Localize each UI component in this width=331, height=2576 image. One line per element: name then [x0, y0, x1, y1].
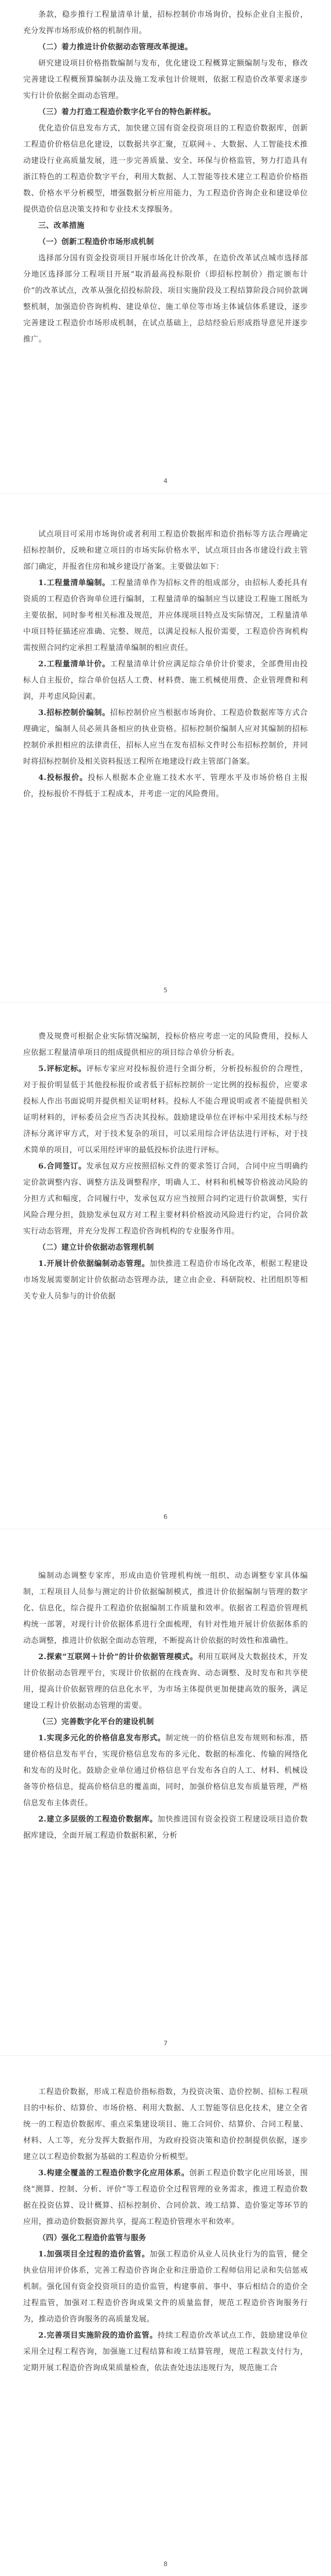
- body-paragraph: 优化造价信息发布方式，加快建立国有资金投资项目的工程造价数据库，创新工程造价价格信息化建设，以数据共享汇聚，互联网＋、大数据、人工智能技术推动建设行业高质量发展，进一步完善质量、安全、环保与价格监管，努力打造具有浙江特色的工程造价数字平台，利用大数据、人工智能等技术建立工程造价价格指数、价格水平分析模型，增强数据分析应用能力，为工程造价咨询企业和建设单位提供造价信息决策支持和专业技术支撑服务。: [23, 124, 308, 214]
- paragraph-text: 持续工程造价改革试点工作，鼓励建设单位采用全过程工程咨询，加强施工过程结算和竣工结算管理，规范工程款支付行为，定期开展工程造价咨询成果质量检查，依法查处违法违规行为，规范施工合: [23, 2331, 308, 2372]
- paragraph-lead: 2.建立多层级的工程造价数据库。: [38, 1815, 158, 1824]
- subsection-heading: （二）着力推进计价依据动态管理改革提速。: [38, 43, 193, 52]
- numbered-paragraph: [23, 1649, 308, 1714]
- paragraph-text: 加强工程造价从业人员执业行为的监管，健全执业信用评价体系，完善工程造价咨询企业和注册造价工程师信用记录和失信惩戒机制。强化国有资金投资项目的造价监管，构建事前、事中、事后相结合的造价全过程监管，加强对工程造价咨询成果文件的质量监督，规范工程造价咨询服务行为，推动造价咨询服务的高质量发展。: [23, 2250, 308, 2324]
- body-paragraph: 选择部分国有资金投资项目开展市场化计价改革，在造价改革试点城市选择部分地区选择部分工程项目开展“取消最高投标限价（即招标控制价）指定颁布计价”的改革试点，改革从强化招投标阶段、项目实施阶段及工程结算阶段合同价款调整机制，加强造价咨询机构、建设单位、施工单位等市场主体诚信体系建设，逐步完善建设工程造价市场形成机制，在试点基础上，总结经验后形成指导意见并逐步推广。: [23, 254, 308, 344]
- body-paragraph: 研究建设项目价格指数编制与发布，优化建设工程概算定额编制与发布，修改完善建设工程概预算编制办法及施工发承包计价规则，依据工程造价改革要求逐步实行计价依据全面动态管理。: [23, 59, 308, 100]
- paragraph-text: 加快推进工程造价市场化改革，根据工程建设市场发展需要制定计价依据动态管理办法，建立由企业、科研院校、社团组织等相关专业人员参与的计价依据: [23, 1260, 308, 1301]
- numbered-paragraph: [23, 705, 308, 770]
- paragraph-text: 投标人根据本企业施工技术水平、管理水平及市场价格自主报价，投标报价不得低于工程成本，并考虑一定的风险费用。: [23, 774, 308, 799]
- paragraph-lead: 2.完善项目实施阶段的造价监管。: [38, 2331, 158, 2340]
- subsection-heading: （一）创新工程造价市场形成机制: [38, 238, 154, 246]
- subsection-heading: （四）强化工程造价监管与服务: [38, 2234, 147, 2243]
- paragraph-text: 工程量清单计价应满足综合单价计价要求，全部费用由投标人自主报价，综合单价包括人工费、材料费、施工机械使用费、企业管理费和利润，并考虑风险因素。: [23, 660, 308, 701]
- paragraph-lead: 1.工程量清单编制。: [38, 579, 110, 587]
- numbered-paragraph: [23, 1256, 308, 1305]
- paragraph-lead: 1.加强项目全过程的造价监管。: [38, 2250, 150, 2259]
- subsection-heading: （三）着力打造工程造价数字化平台的特色新样板。: [38, 108, 216, 117]
- paragraph-text: 利用互联网及大数据技术，开发计价依据动态管理平台，实现计价依据的在线查询、动态调整、及时发布和共享使用，提高计价依据管理的信息化水平，为市场主体提供更加便捷高效的服务，满足建设工程计价依据动态管理的需要。: [23, 1653, 308, 1710]
- numbered-paragraph: [23, 656, 308, 705]
- paragraph-lead: 3.招标控制价编制。: [38, 709, 110, 717]
- numbered-paragraph: [23, 1159, 308, 1240]
- paragraph-lead: 2.探索“互联网＋计价”的计价依据管理模式。: [38, 1653, 198, 1661]
- paragraph-lead: 1.开展计价依据编制动态管理。: [38, 1260, 150, 1268]
- paragraph-lead: 4.投标报价。: [38, 774, 88, 782]
- subsection-heading: （二）建立计价依据动态管理机制: [38, 1243, 154, 1252]
- paragraph-text: 发承包双方应按照招标文件的要求签订合同，合同中应当明确约定价款调整内容、调整方法及调整程序，明确人工、材料和机械等价格波动风险的分担方式和幅度，合同履行中，发承包双方应当按照合同约定进行价款调整，实行风险合理分担，鼓励发承包双方对工程主要材料价格波动风险进行约定，合同价款实行动态管理，并充分发挥工程造价咨询机构的专业服务作用。: [23, 1162, 308, 1236]
- page-number: 6: [163, 1513, 168, 1521]
- paragraph-lead: 2.工程量清单计价。: [38, 660, 110, 669]
- numbered-paragraph: [23, 2328, 308, 2377]
- numbered-paragraph: [23, 1812, 308, 1844]
- subsection-heading: （三）完善数字化平台的建设机制: [38, 1718, 154, 1726]
- numbered-paragraph: [23, 1061, 308, 1159]
- page-separator: [0, 2055, 331, 2056]
- body-paragraph: 费及规费可根据企业实际情况编制，投标价格应考虑一定的风险费用，投标人应依据工程量清单项目的组成提供相应的项目综合单价分析表。: [23, 1032, 308, 1057]
- paragraph-lead: 5.评标定标。: [38, 1065, 86, 1073]
- numbered-paragraph: [23, 2247, 308, 2328]
- body-paragraph: 编制动态调整专家库，形成由造价管理机构统一组织、动态调整专家具体编制，工程项目人员参与测定的计价依据编制模式，推进计价依据编制与管理的数字化、信息化，综合提升工程造价依据编制工作质量和效率。依据省工程造价管理机构统一部署，对现行计价依据体系进行全面梳理，有针对性地开展计价依据体系的动态调整，推进计价依据全面动态管理，不断提高计价依据的时效性和准确性。: [23, 1572, 308, 1645]
- paragraph-lead: 1.实现多元化的价格信息发布形式。: [38, 1734, 166, 1743]
- section-heading: 三、改革措施: [38, 222, 85, 230]
- numbered-paragraph: [23, 575, 308, 656]
- paragraph-text: 工程量清单作为招标文件的组成部分，由招标人委托具有资质的工程造价咨询单位进行编制，工程量清单的编制应当以建设工程施工图纸为主要依据，同时参考相关标准及规范，并应体现项目特点及实际情况，工程量清单中项目特征描述应准确、完整、规范，以满足投标人报价需要，工程造价咨询机构需按照合同约定承担工程量清单编制的相应责任。: [23, 579, 308, 652]
- paragraph-text: 招标控制价应当根据市场询价、工程造价数据库等方式合理确定，编制人员必须具备相应的执业资格。招标控制价编制人应对其编制的招标控制价承担相应的法律责任，招标人应当在发布招标文件时公布招标控制价，并同时将招标控制价及相关资料报送工程所在地建设行政主管部门备案。: [23, 709, 308, 766]
- document-page-2: [0, 503, 331, 1002]
- body-paragraph: 试点项目可采用市场询价或者利用工程造价数据库和造价指标等方法合理确定招标控制价，反映和建立项目的市场实际价格水平，试点项目由各市建设行政主管部门确定，并报省住房和城乡建设厅备案。主要做法如下：: [23, 530, 308, 571]
- document-page-3: [0, 1013, 331, 1529]
- document-page-4: [0, 1539, 331, 2055]
- body-paragraph: 条款，稳步推行工程量清单计量，招标控制价市场询价，投标企业自主报价，充分发挥市场形成价格的机制作用。: [23, 10, 308, 35]
- page-separator: [0, 1002, 331, 1003]
- page-number: 8: [163, 2560, 168, 2568]
- paragraph-text: 评标专家应对投标报价进行全面分析，分析投标报价的合理性，对于报价明显低于其他投标报价或者低于招标控制价一定比例的投标报价，应要求投标人作出书面说明并提供相关证明材料。投标人不能合理说明或者不能提供相关证明材料的，评标委员会应当否决其投标。鼓励建设单位在评标中采用技术标与经济标分离评审方式，对于技术复杂的项目，可以采用综合评估法进行评标，对于技术简单的项目，可以采用经评审的最低投标价法进行评标。: [23, 1065, 308, 1155]
- page-number: 7: [163, 2040, 168, 2047]
- numbered-paragraph: [23, 2165, 308, 2230]
- document-page-5: [0, 2066, 331, 2576]
- paragraph-text: 创新工程造价数字化应用场景，围绕“测算、控制、分析、评价”等工程造价全过程管理的业务需求，推进工程造价数据在投资估算、设计概算、招标控制价、合同价款、竣工结算、造价鉴定等环节的应用，推动造价数据资源共享，提高工程造价管理水平和效率。: [23, 2169, 308, 2226]
- numbered-paragraph: [23, 770, 308, 803]
- page-separator: [0, 493, 331, 494]
- document-page-1: [0, 0, 331, 493]
- numbered-paragraph: [23, 1730, 308, 1812]
- paragraph-lead: 3.构建全覆盖的工程造价数字化应用体系。: [38, 2169, 190, 2178]
- paragraph-text: 制定统一的价格信息发布规则和标准，搭建价格信息发布平台，实现价格信息发布的多元化、数据的标准化、传输的网络化和发布的及时化。鼓励企业单位通过价格信息平台发布各自的人工、材料、机械设备等价格信息，提高价格信息的覆盖面，同时，加强价格信息发布质量管理，严格信息发布主体责任。: [23, 1734, 308, 1808]
- paragraph-text: 加快推进国有资金投资工程建设项目造价数据库建设，全面开展工程造价数据积累，分析: [23, 1815, 308, 1840]
- body-paragraph: 工程造价数据，形成工程造价指标指数，为投资决策、造价控制、招标工程项目的中标价、结算价、市场价格、利用大数据、人工智能等信息化技术，建立全省统一的工程造价数据库、重点采集建设项目、施工合同价、结算价、合同工程量、材料、人工等，充分发挥大数据作用，为政府投资决策和造价控制提供依据，逐步建立以工程造价数据为基础的工程造价分析模型。: [23, 2088, 308, 2161]
- page-number: 4: [163, 477, 168, 485]
- page-number: 5: [163, 986, 168, 994]
- paragraph-lead: 6.合同签订。: [38, 1162, 86, 1171]
